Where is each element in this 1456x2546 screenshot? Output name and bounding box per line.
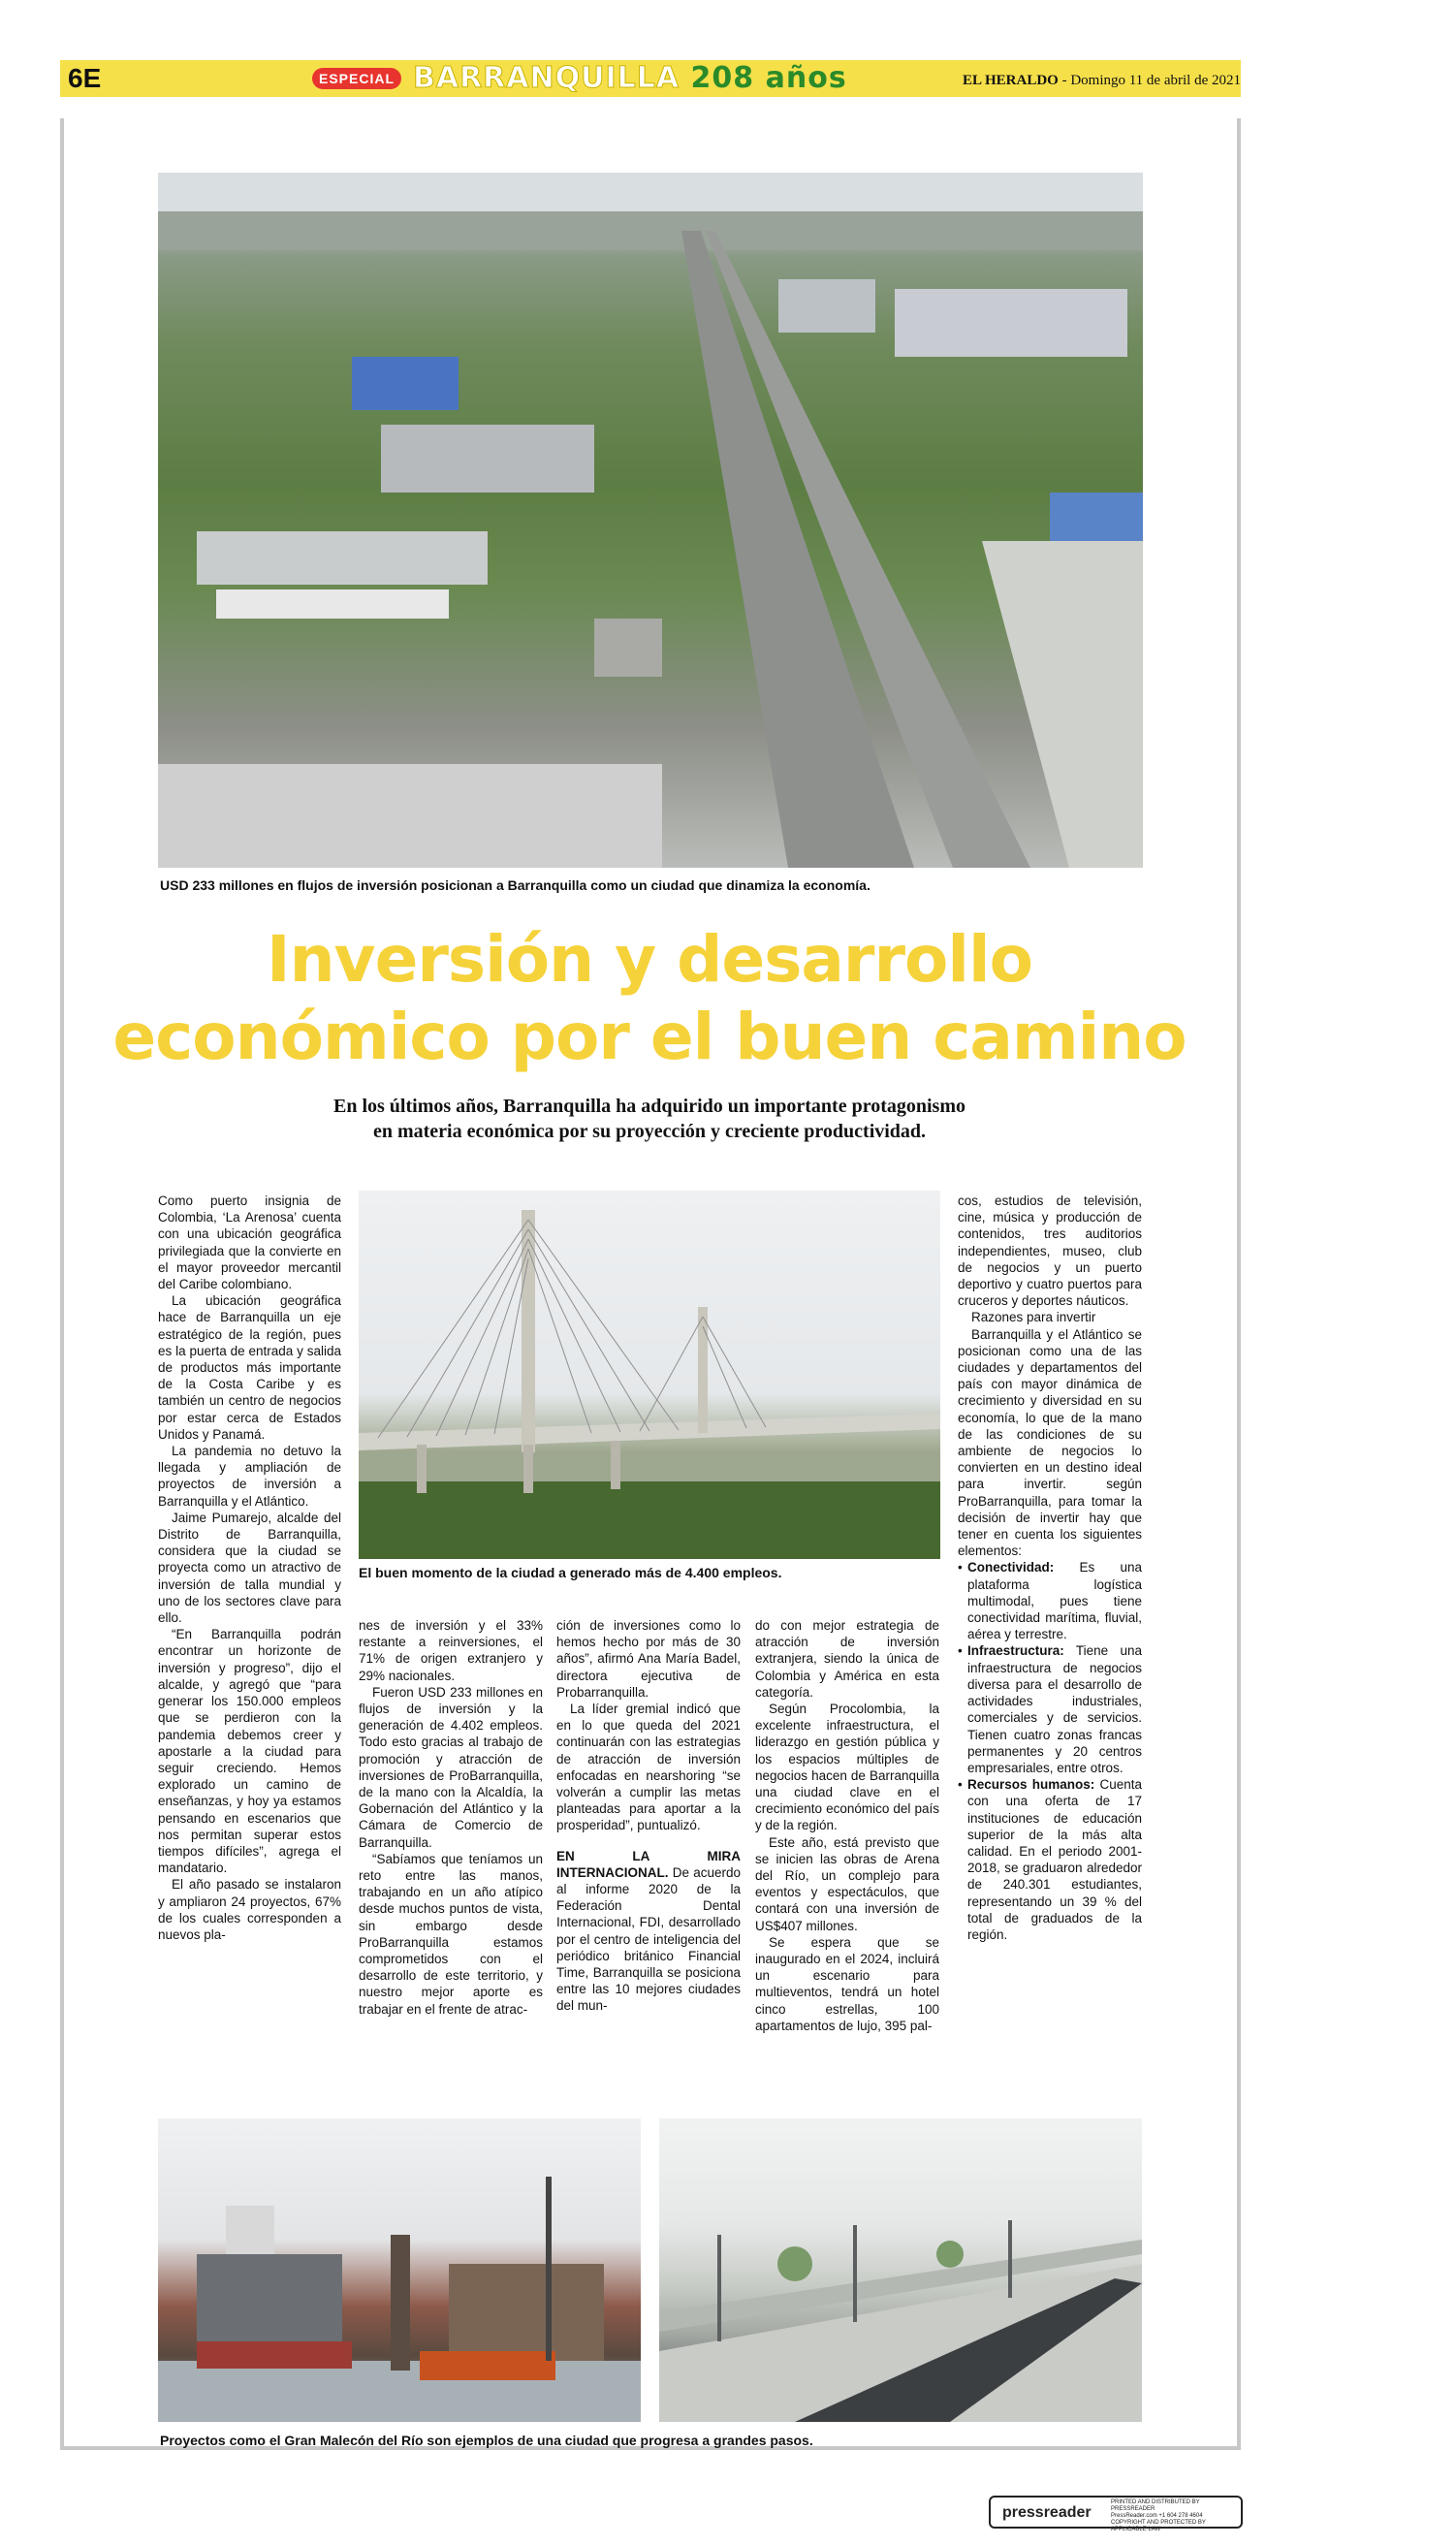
page-number: 6E: [68, 63, 102, 93]
section-name: BARRANQUILLA: [413, 61, 681, 95]
especial-badge: ESPECIAL: [312, 68, 401, 89]
paragraph: cos, estudios de televisión, cine, música y producción de contenidos, tres auditorios independientes, museo, club de negocios y un puerto deportivo y cuatro puertos para cruceros y deportes náuticos.: [958, 1193, 1142, 1309]
paragraph: do con mejor estrategia de atracción de inversión extranjera, siendo la única de Colombia y América en esta categoría.: [755, 1618, 939, 1700]
bullet-text: Es una plataforma logística multimodal, pues tiene conectividad marítima, fluvial, aérea y terrestre.: [967, 1560, 1142, 1642]
malecon-photo: [659, 2118, 1142, 2422]
pressreader-notice: [1111, 2499, 1241, 2533]
paragraph: Este año, está previsto que se inicien las obras de Arena del Río, un complejo para eventos y espectáculos, que contará con una inversión de US$407 millones.: [755, 1834, 939, 1933]
newspaper-name: EL HERALDO: [963, 73, 1059, 88]
bullet-text: Cuenta con una oferta de 17 instituciones de educación superior de la más alta calidad. En el periodo 2001-2018, se graduaron alrededor de 240.301 estudiantes, representando un 39 % del total de graduados de la región.: [967, 1777, 1142, 1942]
main-photo-caption: USD 233 millones en flujos de inversión posicionan a Barranquilla como un ciudad que dinamiza la economía.: [160, 877, 870, 893]
bullet-head: Conectividad:: [967, 1560, 1055, 1575]
bullet-item: [958, 1776, 1142, 1943]
notice-line-1: PRINTED AND DISTRIBUTED BY PRESSREADER: [1111, 2499, 1200, 2512]
paragraph: “En Barranquilla podrán encontrar un horizonte de inversión y progreso”, dijo el alcalde, y agregó que “para generar los 150.000 empleos que se perdieron con la pandemia debemos creer y apostarle a la ciudad para seguir creciendo. Hemos explorado un camino de enseñanzas, y hoy ya estamos pensando en escenarios que nos permitan superar estos tiempos difíciles”, agrega el mandatario.: [158, 1627, 341, 1876]
paragraph: El año pasado se instalaron y ampliaron 24 proyectos, 67% de los cuales corresponden a nuevos pla-: [158, 1877, 341, 1942]
article-column-3: [556, 1617, 741, 2015]
article-column-4: [755, 1617, 939, 2034]
industrial-aerial-photo: [158, 173, 1143, 868]
bridge-illustration: [359, 1191, 940, 1559]
bridge-photo: [359, 1191, 940, 1559]
paragraph: La líder gremial indicó que en lo que queda del 2021 continuarán con las estrategias de atracción de inversión enfocadas en nearshoring “se volverán a cumplir las metas planteadas para aportar a la prosperidad”, puntualizó.: [556, 1702, 741, 1833]
paragraph: Razones para invertir: [971, 1310, 1096, 1325]
bridge-photo-caption: El buen momento de la ciudad a generado más de 4.400 empleos.: [359, 1565, 782, 1580]
bullet-head: Infraestructura:: [967, 1643, 1064, 1659]
pressreader-logo: pressreader: [1002, 2504, 1092, 2521]
bullet-head: Recursos humanos:: [967, 1777, 1095, 1793]
section-years: 208 años: [690, 61, 847, 95]
notice-line-3: COPYRIGHT AND PROTECTED BY APPLICABLE LAW: [1111, 2520, 1206, 2532]
bullet-item: [958, 1559, 1142, 1642]
paragraph: “Sabíamos que teníamos un reto entre las manos, trabajando en un año atípico desde muchos puntos de vista, sin embargo desde ProBarranquilla estamos comprometidos con el desarrollo de este territorio, y nuestro mejor aporte es trabajar en el frente de atrac-: [359, 1851, 543, 2017]
paragraph: Fueron USD 233 millones en flujos de inversión y la generación de 4.402 empleos. Todo esto gracias al trabajo de promoción y atracción de inversiones de ProBarranquilla, de la mano con la Alcaldía, la Gobernación del Atlántico y la Cámara de Comercio de Barranquilla.: [359, 1684, 543, 1850]
newspaper-date: [963, 70, 1241, 91]
bullet-text: Tiene una infraestructura de negocios diversa para el desarrollo de actividades industriales, comerciales y de servicios. Tienen cuatro zonas francas permanentes y 20 centros empresariales, entre otros.: [967, 1643, 1142, 1775]
section-title: [413, 62, 847, 95]
title-line-1: Inversión y desarrollo: [267, 922, 1032, 997]
port-illustration: [158, 2118, 641, 2422]
paragraph: nes de inversión y el 33% restante a reinversiones, el 71% de origen extranjero y 29% nacionales.: [359, 1618, 543, 1683]
subhead: EN LA MIRA INTERNACIONAL.: [556, 1848, 741, 1880]
paragraph: Se espera que se inaugurado en el 2024, incluirá un escenario para multieventos, tendrá un hotel cinco estrellas, 100 apartamentos de lujo, 395 pal-: [755, 1934, 939, 2033]
malecon-illustration: [659, 2118, 1142, 2422]
title-line-2: económico por el buen camino: [112, 1000, 1187, 1074]
subhead-paragraph: [556, 1848, 741, 2015]
bullet-item: [958, 1642, 1142, 1776]
article-column-1: [158, 1193, 341, 1943]
aerial-illustration: [158, 173, 1143, 868]
article-title: [97, 921, 1202, 1076]
article-lead: [194, 1094, 1105, 1144]
subhead-text: De acuerdo al informe 2020 de la Federación Dental Internacional, FDI, desarrollado por el centro de inteligencia del periódico británico Financial Time, Barranquilla se posiciona entre las 10 mejores ciudades del mun-: [556, 1864, 741, 2014]
paragraph: Según Procolombia, la excelente infraestructura, el liderazgo en gestión pública y los espacios múltiples de negocios hacen de Barranquilla una ciudad clave en el crecimiento económico del país y de la región.: [755, 1702, 939, 1833]
paragraph: La pandemia no detuvo la llegada y ampliación de proyectos de inversión a Barranquilla y el Atlántico.: [158, 1444, 341, 1509]
paragraph: ción de inversiones como lo hemos hecho por más de 30 años”, afirmó Ana María Badel, directora ejecutiva de Probarranquilla.: [556, 1618, 741, 1700]
bottom-photos-caption: Proyectos como el Gran Malecón del Río son ejemplos de una ciudad que progresa a grandes pasos.: [160, 2433, 813, 2448]
paragraph: Como puerto insignia de Colombia, ‘La Arenosa’ cuenta con una ubicación geográfica privilegiada que la convierte en el mayor proveedor mercantil del Caribe colombiano.: [158, 1193, 341, 1292]
port-photo: [158, 2118, 641, 2422]
article-column-5: [958, 1193, 1142, 1943]
article-column-2: [359, 1617, 543, 2018]
paragraph: Barranquilla y el Atlántico se posicionan como una de las ciudades y departamentos del país con mayor dinámica de crecimiento y diversidad en su economía, lo que de la mano de las condiciones de su ambiente de negocios lo convierten en un destino ideal para invertir. según ProBarranquilla, para tomar la decisión de invertir hay que tener en cuenta los siguientes elementos:: [958, 1326, 1142, 1559]
edition-date: - Domingo 11 de abril de 2021: [1058, 73, 1241, 88]
paragraph: La ubicación geográfica hace de Barranquilla un eje estratégico de la región, pues es la puerta de entrada y salida de productos más importante de la Costa Caribe y es también un centro de negocios por estar cerca de Estados Unidos y Panamá.: [158, 1293, 341, 1442]
paragraph: Jaime Pumarejo, alcalde del Distrito de Barranquilla, considera que la ciudad se proyecta como un atractivo de inversión de talla mundial y uno de los sectores clave para ello.: [158, 1510, 341, 1626]
lead-line-1: En los últimos años, Barranquilla ha adquirido un importante protagonismo: [333, 1096, 965, 1117]
lead-line-2: en materia económica por su proyección y creciente productividad.: [372, 1121, 927, 1142]
notice-line-2: PressReader.com +1 604 278 4604: [1111, 2513, 1203, 2519]
